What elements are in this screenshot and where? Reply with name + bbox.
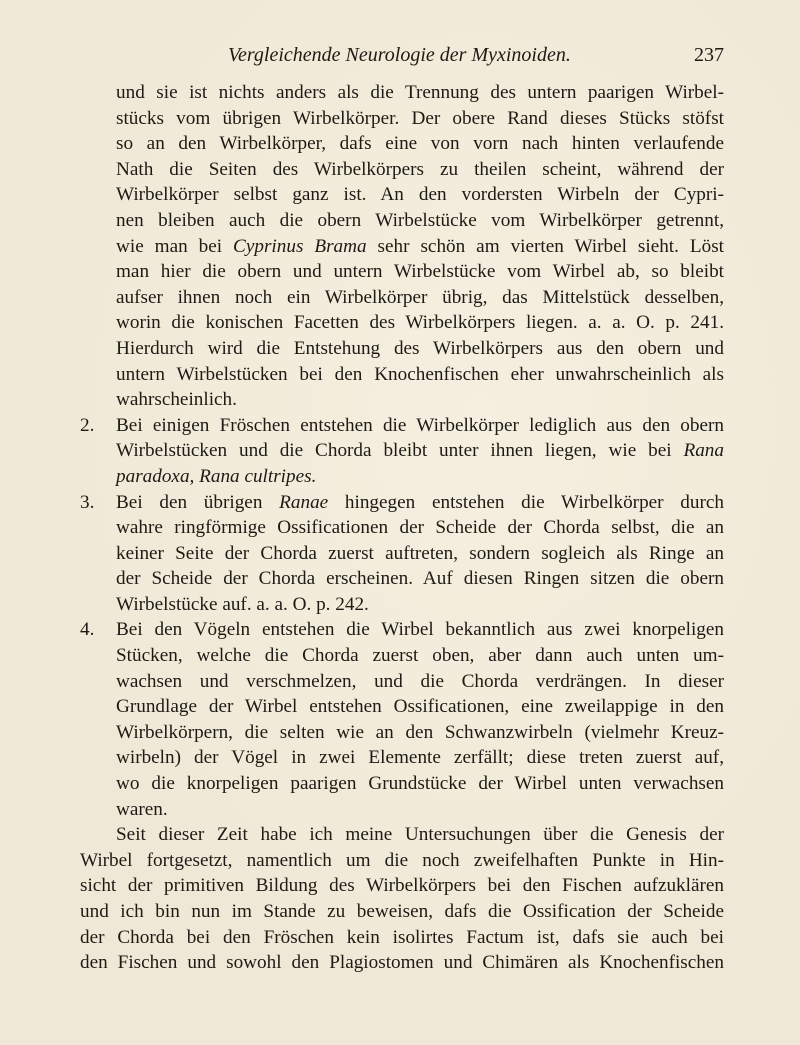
text-line: stücks vom übrigen Wirbelkörper. Der obere Rand dieses Stücks stöfst xyxy=(116,107,724,129)
text-line: und ich bin nun im Stande zu beweisen, dafs die Ossification der Scheide xyxy=(80,901,724,922)
text-line: wo die knorpeligen paarigen Grundstücke der Wirbel unten verwachsen xyxy=(116,773,724,795)
text-line: wahrscheinlich. xyxy=(116,389,237,411)
text-line: Stücken, welche die Chorda zuerst oben, aber dann auch unten um- xyxy=(116,645,724,667)
text-fragment: sehr schön am vierten Wirbel sieht. Löst xyxy=(366,235,725,257)
species-name: Cyprinus Brama xyxy=(233,235,367,257)
text-line: keiner Seite der Chorda zuerst auftreten, sondern sogleich als Ringe an xyxy=(116,542,724,564)
running-header xyxy=(228,44,724,74)
species-name: Ranae xyxy=(279,491,329,513)
final-paragraph xyxy=(80,822,724,976)
page-number: 237 xyxy=(694,44,724,66)
text-fragment: Bei den übrigen xyxy=(116,491,280,513)
text-line: Wirbelkörper selbst ganz ist. An den vordersten Wirbeln der Cypri- xyxy=(116,184,724,206)
text-line: Seit dieser Zeit habe ich meine Untersuchungen über die Genesis der xyxy=(116,824,724,846)
text-line xyxy=(116,234,724,260)
page-body xyxy=(80,80,724,976)
text-line: Grundlage der Wirbel entstehen Ossificationen, eine zweilappige in den xyxy=(116,696,724,718)
item-number: 4. xyxy=(80,619,95,641)
text-line: worin die konischen Facetten des Wirbelkörpers liegen. a. a. O. p. 241. xyxy=(116,312,724,334)
text-line xyxy=(116,464,724,490)
text-fragment: hingegen entstehen die Wirbelkörper durch xyxy=(328,491,724,513)
species-name: Rana xyxy=(683,440,724,462)
text-fragment: wie man bei xyxy=(116,235,234,257)
text-line: der Scheide der Chorda erscheinen. Auf diesen Ringen sitzen die obern xyxy=(116,568,724,590)
text-line: der Chorda bei den Fröschen kein isolirtes Factum ist, dafs sie auch bei xyxy=(80,926,724,948)
text-line: wirbeln) der Vögel in zwei Elemente zerfällt; diese treten zuerst auf, xyxy=(116,747,724,769)
text-line: Hierdurch wird die Entstehung des Wirbelkörpers aus den obern und xyxy=(116,337,724,359)
text-line: nen bleiben auch die obern Wirbelstücke vom Wirbelkörper getrennt, xyxy=(116,209,724,231)
text-line: Bei den Vögeln entstehen die Wirbel bekanntlich aus zwei knorpeligen xyxy=(116,619,724,641)
text-line: Bei einigen Fröschen entstehen die Wirbelkörper lediglich aus den obern xyxy=(116,414,724,436)
text-line: man hier die obern und untern Wirbelstücke vom Wirbel ab, so bleibt xyxy=(116,261,724,283)
continuation-text xyxy=(80,80,724,413)
text-line: Wirbel fortgesetzt, namentlich um die noch zweifelhaften Punkte in Hin- xyxy=(80,849,724,871)
text-line: waren. xyxy=(116,798,168,820)
text-line: sicht der primitiven Bildung des Wirbelkörpers bei den Fischen aufzuklären xyxy=(80,875,724,897)
text-line: so an den Wirbelkörper, dafs eine von vorn nach hinten verlaufende xyxy=(116,133,724,155)
text-line: Nath die Seiten des Wirbelkörpers zu theilen scheint, während der xyxy=(116,158,724,180)
running-title: Vergleichende Neurologie der Myxinoiden. xyxy=(228,44,571,66)
item-number: 3. xyxy=(80,491,95,513)
text-line: aufser ihnen noch ein Wirbelkörper übrig, das Mittelstück desselben, xyxy=(116,286,724,308)
text-fragment: Wirbelstücken und die Chorda bleibt unter ihnen liegen, wie bei xyxy=(116,440,684,462)
text-line: und sie ist nichts anders als die Trennung des untern paarigen Wirbel- xyxy=(116,82,724,103)
item-number: 2. xyxy=(80,414,95,436)
text-line: wachsen und verschmelzen, und die Chorda verdrängen. In dieser xyxy=(116,670,724,692)
text-line: Wirbelstücke auf. a. a. O. p. 242. xyxy=(116,593,369,615)
text-line xyxy=(116,438,724,464)
species-name: paradoxa, Rana cultripes. xyxy=(116,465,317,487)
text-line: den Fischen und sowohl den Plagiostomen und Chimären als Knochenfischen xyxy=(80,952,724,974)
list-item-4 xyxy=(80,617,724,822)
list-item-3 xyxy=(80,490,724,618)
text-line xyxy=(116,490,724,516)
text-line: untern Wirbelstücken bei den Knochenfischen eher unwahrscheinlich als xyxy=(116,363,724,385)
list-item-2 xyxy=(80,413,724,490)
text-line: wahre ringförmige Ossificationen der Scheide der Chorda selbst, die an xyxy=(116,517,724,539)
text-line: Wirbelkörpern, die selten wie an den Schwanzwirbeln (vielmehr Kreuz- xyxy=(116,721,724,743)
